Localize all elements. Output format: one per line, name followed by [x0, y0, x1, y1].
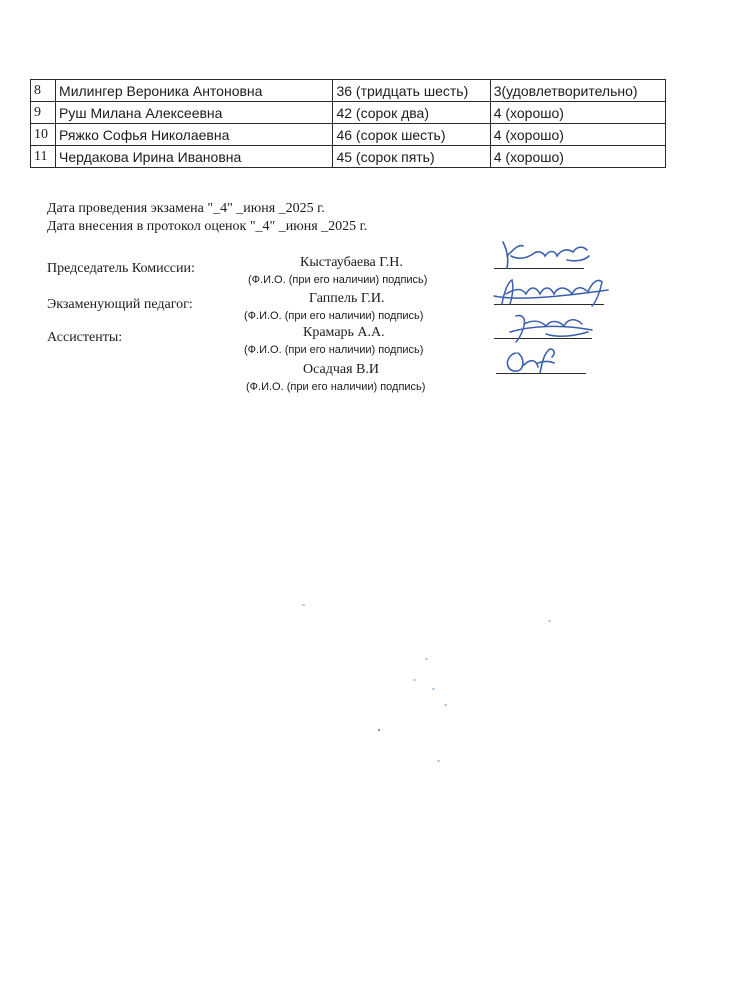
assistant2-signature — [502, 345, 562, 381]
chair-label: Председатель Комиссии: — [47, 261, 195, 276]
scan-speckle — [548, 620, 551, 622]
row-number: 9 — [31, 102, 56, 124]
student-name: Милингер Вероника Антоновна — [56, 80, 333, 102]
examiner-name: Гаппель Г.И. — [309, 291, 385, 306]
examiner-name-hint: (Ф.И.О. (при его наличии) подпись) — [244, 310, 424, 322]
scan-speckle — [444, 704, 447, 706]
chair-signature — [497, 238, 593, 272]
chair-name-hint: (Ф.И.О. (при его наличии) подпись) — [248, 274, 428, 286]
student-grade: 3(удовлетворительно) — [490, 80, 665, 102]
assistants-label: Ассистенты: — [47, 330, 123, 345]
assistant1-name-hint: (Ф.И.О. (при его наличии) подпись) — [244, 344, 424, 356]
row-number: 11 — [31, 146, 56, 168]
scan-speckle — [302, 604, 305, 606]
scan-speckle — [378, 729, 380, 731]
scan-speckle — [413, 679, 416, 681]
row-number: 10 — [31, 124, 56, 146]
exam-date-line: Дата проведения экзамена "_4" _июня _2025 г. — [47, 201, 325, 216]
student-name: Чердакова Ирина Ивановна — [56, 146, 333, 168]
student-score: 45 (сорок пять) — [333, 146, 490, 168]
student-grade: 4 (хорошо) — [490, 102, 665, 124]
assistant1-signature — [506, 310, 598, 344]
table-row — [31, 102, 666, 124]
chair-name: Кыстаубаева Г.Н. — [300, 255, 403, 270]
assistant2-name-hint: (Ф.И.О. (при его наличии) подпись) — [246, 381, 426, 393]
examiner-label: Экзаменующий педагог: — [47, 297, 193, 312]
examiner-signature — [492, 274, 612, 310]
table-row — [31, 124, 666, 146]
results-table — [30, 79, 666, 168]
student-score: 36 (тридцать шесть) — [333, 80, 490, 102]
student-name: Руш Милана Алексеевна — [56, 102, 333, 124]
scan-speckle — [432, 688, 435, 690]
assistant2-name: Осадчая В.И — [303, 362, 379, 377]
student-score: 46 (сорок шесть) — [333, 124, 490, 146]
protocol-date-line: Дата внесения в протокол оценок "_4" _июня _2025 г. — [47, 219, 368, 234]
table-row — [31, 80, 666, 102]
student-score: 42 (сорок два) — [333, 102, 490, 124]
assistant1-name: Крамарь А.А. — [303, 325, 385, 340]
student-grade: 4 (хорошо) — [490, 124, 665, 146]
scan-speckle — [425, 658, 428, 660]
student-name: Ряжко Софья Николаевна — [56, 124, 333, 146]
student-grade: 4 (хорошо) — [490, 146, 665, 168]
table-row — [31, 146, 666, 168]
row-number: 8 — [31, 80, 56, 102]
scan-speckle — [437, 760, 440, 762]
